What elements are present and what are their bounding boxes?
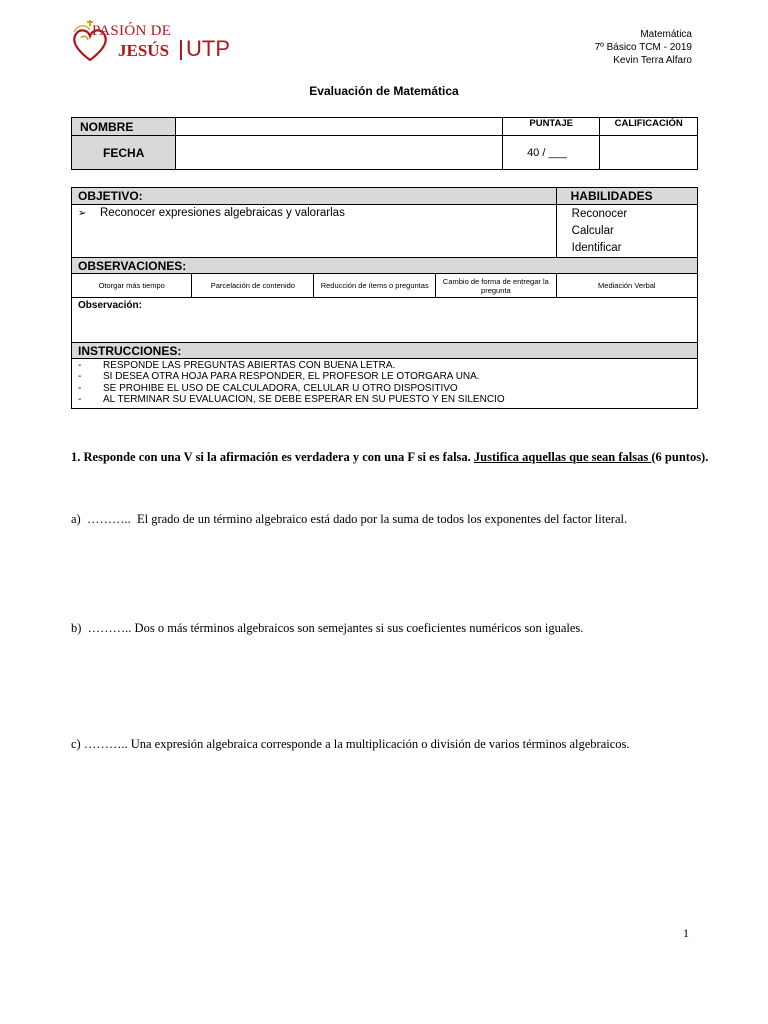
puntaje-label: PUNTAJE <box>503 118 600 136</box>
answer-blank[interactable]: ……….. <box>87 621 132 635</box>
question-item-b: b) ……….. Dos o más términos algebraicos son semejantes si sus coeficientes numéricos son iguales. <box>71 621 584 635</box>
page-title: Evaluación de Matemática <box>309 84 459 98</box>
answer-blank[interactable]: ……….. <box>83 737 128 751</box>
observaciones-label: OBSERVACIONES: <box>72 258 698 274</box>
fecha-field[interactable] <box>176 136 503 170</box>
page-number: 1 <box>683 926 689 940</box>
logo-line-2: JESÚS <box>118 41 170 60</box>
question-1-title: 1. Responde con una V si la afirmación es verdadera y con una F si es falsa. Justifica aquellas que sean falsas (6 puntos). <box>71 450 709 464</box>
question-item-c: c) ……….. Una expresión algebraica corresponde a la multiplicación o división de varios términos algebraicos. <box>71 737 630 751</box>
puntaje-field[interactable]: 40 / ___ <box>503 136 600 170</box>
obs-option[interactable]: Reducción de ítems o preguntas <box>314 274 436 298</box>
fecha-label: FECHA <box>72 136 176 170</box>
objetivo-label: OBJETIVO: <box>72 188 557 205</box>
calificacion-label: CALIFICACIÓN <box>600 118 698 136</box>
student-info-table <box>71 117 698 170</box>
obs-option[interactable]: Otorgar más tiempo <box>72 274 192 298</box>
instruccion-item: - SI DESEA OTRA HOJA PARA RESPONDER, EL PROFESOR LE OTORGARA UNA. <box>78 371 480 383</box>
obs-option[interactable]: Parcelación de contenido <box>192 274 314 298</box>
observacion-label: Observación: <box>78 300 142 311</box>
instruccion-item: - AL TERMINAR SU EVALUACION, SE DEBE ESPERAR EN SU PUESTO Y EN SILENCIO <box>78 394 505 406</box>
logo-divider <box>180 40 182 60</box>
habilidad-item: Calcular <box>571 225 614 237</box>
calificacion-field[interactable] <box>600 136 698 170</box>
obs-option[interactable]: Mediación Verbal <box>556 274 697 298</box>
habilidad-item: Reconocer <box>571 208 628 220</box>
nombre-label: NOMBRE <box>72 118 176 136</box>
habilidades-label: HABILIDADES <box>556 188 697 205</box>
habilidades-list <box>556 205 697 258</box>
subject-text: Matemática <box>640 29 692 40</box>
objetivo-bullet-icon: ➢ <box>78 208 87 219</box>
instrucciones-list <box>72 359 698 409</box>
header-info <box>595 28 692 67</box>
teacher-text: Kevin Terra Alfaro <box>613 55 692 66</box>
habilidad-item: Identificar <box>571 242 622 254</box>
logo-line-3: UTP <box>186 36 230 61</box>
objetivo-text: Reconocer expresiones algebraicas y valorarlas <box>100 207 345 219</box>
question-item-a: a) ……….. El grado de un término algebraico está dado por la suma de todos los exponentes del factor literal. <box>71 512 628 526</box>
instruccion-item: - SE PROHIBE EL USO DE CALCULADORA, CELULAR U OTRO DISPOSITIVO <box>78 382 458 394</box>
logo-line-1: PASIÓN DE <box>92 23 172 39</box>
instrucciones-label: INSTRUCCIONES: <box>72 343 698 359</box>
obs-option[interactable]: Cambio de forma de entregar la pregunta <box>436 274 557 298</box>
course-text: 7º Básico TCM - 2019 <box>594 42 692 53</box>
answer-blank[interactable]: ……….. <box>86 512 131 526</box>
objetivo-content <box>72 205 557 258</box>
nombre-field[interactable] <box>176 118 503 136</box>
objective-table <box>71 187 698 409</box>
instruccion-item: - RESPONDE LAS PREGUNTAS ABIERTAS CON BUENA LETRA. <box>78 360 396 371</box>
observacion-field[interactable] <box>72 298 698 343</box>
